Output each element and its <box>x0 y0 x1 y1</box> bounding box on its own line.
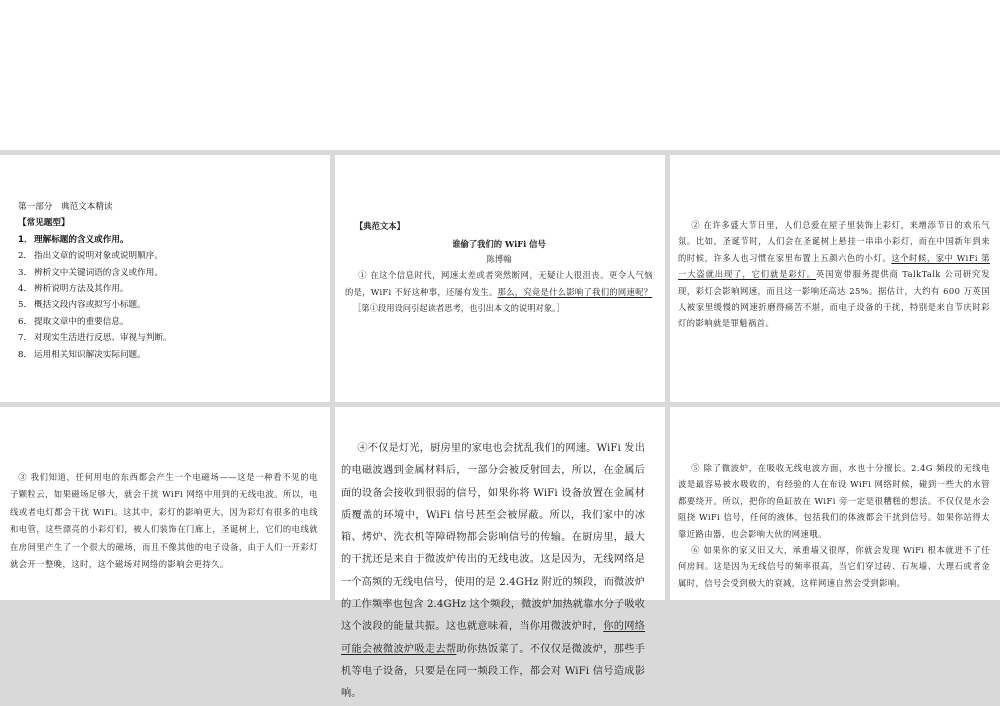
list-item-number: 6． <box>18 316 33 327</box>
article-title: 谁偷了我们的 WiFi 信号 <box>452 239 546 249</box>
paragraph-1 <box>345 267 653 300</box>
list-item-text: 辨析文中关键词语的含义或作用。 <box>34 267 163 278</box>
list-item-number: 1． <box>18 234 33 245</box>
paragraph-text: ② 在许多盛大节日里，人们总爱在屋子里装饰上彩灯，来增添节日的欢乐气氛。比如，圣诞节时，人们会在圣诞树上悬挂一串串小彩灯，而在中国新年到来的时候，许多人也习惯在家里布置上五颜六色的小灯。 <box>678 220 990 263</box>
paragraph-4-content <box>341 438 645 706</box>
list-item <box>18 314 320 330</box>
list-item-text: 辨析说明方法及其作用。 <box>34 284 129 295</box>
list-item <box>18 297 320 313</box>
annotation-note: ［第①段用设问引起读者思考，也引出本文的说明对象。］ <box>353 303 565 313</box>
slide-paragraph-2[interactable] <box>670 155 1000 402</box>
list-item-number: 7． <box>18 333 33 344</box>
paragraph-text: ④不仅是灯光，厨房里的家电也会扰乱我们的网速。WiFi 发出的电磁波遇到金属材料后，一部分会被反射回去，所以，在金属后面的设备会接收到很弱的信号，如果你将 WiFi 设备放置在金属材质覆盖的环境中，WiFi 信号甚至会被屏蔽。所以，我们家中的冰箱、烤炉、洗衣机等障碍物都会影响信号的传输。在厨房里，最大的干扰还是来自于微波炉传出的无线电波。这是因为，无线网络是一个高频的无线电信号，使用的是 2.4GHz 附近的频段，而微波炉的工作频率也包含 2.4GHz 这个频段，微波炉加热就靠水分子吸收这个波段的能量共振。这也就意味着，当你用微波炉时， <box>341 443 645 633</box>
slide-paragraph-4[interactable] <box>335 407 665 700</box>
list-item-text: 指出文章的说明对象或说明顺序。 <box>34 251 163 262</box>
list-item-number: 2． <box>18 251 33 262</box>
slide-model-text[interactable] <box>335 155 665 402</box>
list-item <box>18 281 320 297</box>
slide-paragraph-3[interactable] <box>0 407 330 600</box>
list-item <box>18 248 320 264</box>
paragraph-5: ⑤ 除了微波炉，在吸收无线电波方面，水也十分擅长。2.4G 频段的无线电波是最容易被水吸收的，有经验的人在布设 WiFi 网络时候，碰到一些大的水管都要绕开。所以，把你的鱼缸放在 WiFi 旁一定是很糟糕的想法。不仅仅是水会阻挠 WiFi 信号，任何的液体，包括我们的体液都会干扰到信号。如果你站得太靠近路由器，也会影响大伙的网速哦。 <box>678 463 990 539</box>
section-heading: 【常见题型】 <box>18 218 70 229</box>
blank-slide-area <box>0 0 1000 150</box>
list-item-text: 概括文段内容或拟写小标题。 <box>34 300 146 311</box>
slide-question-types[interactable] <box>0 155 330 402</box>
paragraph-text: 助你热饭菜了。不仅仅是微波炉，那些手机等电子设备，只要是在同一频段工作，都会对 WiFi 信号造成影响。 <box>341 643 645 700</box>
paragraph-2 <box>678 217 990 332</box>
list-item <box>18 232 320 248</box>
model-text-content <box>345 219 653 317</box>
paragraph-3-content <box>10 469 318 573</box>
list-item-text: 提取文章中的重要信息。 <box>34 316 129 327</box>
paragraph-6: ⑥ 如果你的家又旧又大，承重墙又很厚，你就会发现 WiFi 根本就进不了任何房间。这是因为无线信号的频率很高，当它们穿过砖、石灰墙、大理石或者金属时，信号会受到极大的衰减，这样网速自然会受到影响。 <box>678 545 990 588</box>
article-author: 陈博翰 <box>486 254 512 264</box>
paragraphs-5-6-content <box>678 460 990 591</box>
paragraph-3: ③ 我们知道，任何用电的东西都会产生一个电磁场——这是一种看不见的电子颗粒云，如果磁场足够大，就会干扰 WiFi 网络中用到的无线电波。所以，电线或者电灯都会干扰 WiFi。这其中，彩灯的影响更大，因为彩灯有很多的电线和电管，这些漂亮的小彩灯们，被人们装饰在门廊上，圣诞树上，它们的电线就在房间里产生了一个很大的磁场，而且不像其他的电子设备，由于人们一开彩灯就会开一整晚，这时，这个磁场对网络的影响会更持久。 <box>10 472 318 570</box>
section-heading: 【典范文本】 <box>355 221 405 231</box>
slide-paragraphs-5-6[interactable] <box>670 407 1000 600</box>
list-item-number: 4． <box>18 284 33 295</box>
list-item-text: 运用相关知识解决实际问题。 <box>34 349 146 360</box>
list-item-number: 3． <box>18 267 33 278</box>
question-types-content <box>18 199 320 363</box>
list-item-text: 对现实生活进行反思、审视与判断。 <box>34 333 172 344</box>
paragraph-2-content <box>678 217 990 332</box>
list-item <box>18 265 320 281</box>
paragraph-text: ① 在这个信息时代，网速太差或者突然断网，无疑让人很沮丧。更令人气恼的是，WiFi 不好这种事，还屡有发生。 <box>345 270 653 297</box>
underlined-sentence: 那么，究竟是什么影响了我们的网速呢？ <box>497 286 653 297</box>
part-title: 第一部分 典范文本精读 <box>18 202 113 212</box>
paragraph-text: 英国宽带服务提供商 TalkTalk 公司研究发现，彩灯会影响网速，而且这一影响还高达 25%。据估计，大约有 600 万英国人被家里缓慢的网速折磨得痛苦不堪，而电子设备的干扰，特别是来自节庆时彩灯的影响就是罪魁祸首。 <box>678 269 990 329</box>
list-item <box>18 330 320 346</box>
list-item-number: 5． <box>18 300 33 311</box>
list-item <box>18 347 320 363</box>
underlined-sentence: 这个时候，家中 WiFi 第一大盗就出现了，它们就是彩灯。 <box>678 252 990 280</box>
list-item-number: 8． <box>18 349 33 360</box>
list-item-text: 理解标题的含义或作用。 <box>34 234 129 245</box>
underlined-sentence: 你的网络可能会被微波炉吸走去帮 <box>341 621 646 655</box>
paragraph-4 <box>341 438 645 706</box>
